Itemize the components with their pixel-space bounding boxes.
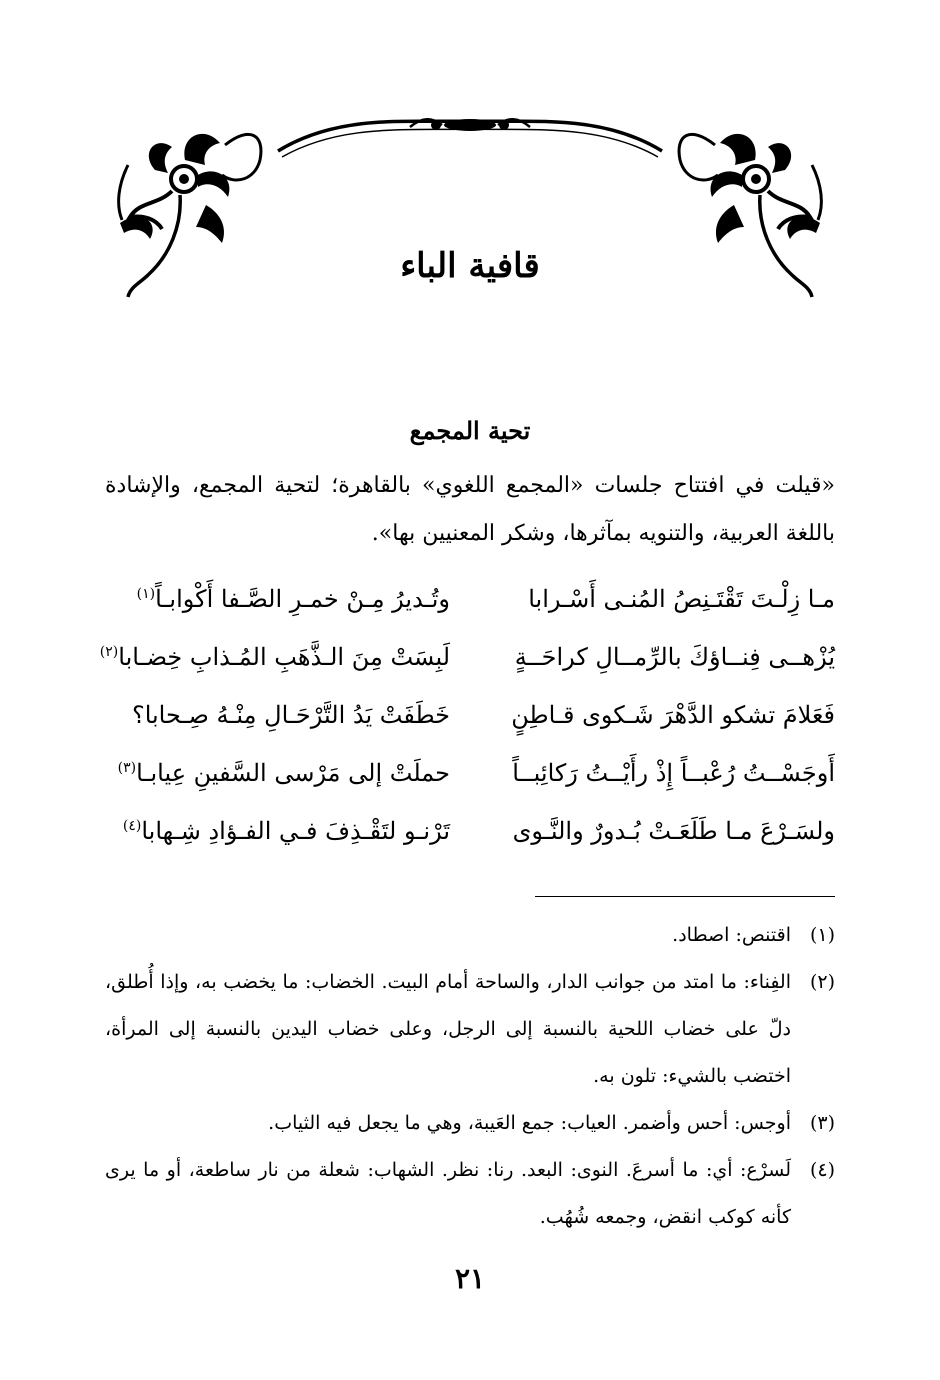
- footnote-text: أوجس: أحس وأضمر. العياب: جمع العَيبة، وهي ما يجعل فيه الثياب.: [268, 1112, 791, 1134]
- verse-line: [0, 802, 940, 860]
- poem-intro: «قيلت في افتتاح جلسات «المجمع اللغوي» بالقاهرة؛ لتحية المجمع، والإشادة باللغة العربية، والتنويه بمآثرها، وشكر المعنيين بها».: [105, 473, 835, 546]
- footnote-reference: (٤): [122, 818, 142, 834]
- chapter-title: قافية الباء: [400, 246, 540, 286]
- verse-line: [0, 686, 940, 744]
- footnote-reference: (٣): [117, 760, 137, 776]
- footnote-number: (٤): [809, 1159, 835, 1181]
- footnote-reference: (٢): [99, 644, 119, 660]
- footnote-divider: [535, 896, 835, 897]
- footnote: [105, 1100, 835, 1147]
- footnote-text: لَسرْع: أي: ما أسرعَ. النوى: البعد. رنا: نظر. الشهاب: شعلة من نار ساطعة، أو ما يرى كأنه كوكب انقض، وجمعه شُهُب.: [105, 1159, 791, 1228]
- verse-first-hemistich: يُزْهــى فِنــاؤكَ بالرِّمــالِ كراحَــةٍ: [514, 643, 835, 671]
- verse-line: [0, 744, 940, 802]
- footnote-reference: (١): [136, 586, 156, 602]
- poem-title: تحية المجمع: [409, 416, 531, 445]
- footnote: [105, 959, 835, 1100]
- verse-line: [0, 628, 940, 686]
- verse-second-hemistich: تَرْنـو لتَقْـذِفَ فـي الفـؤادِ شِـهابا$^{(٤)}$: [122, 817, 450, 845]
- footnote-text: اقتنص: اصطاد.: [672, 924, 791, 946]
- verse-first-hemistich: ولسَـرْعَ مـا طَلَعَـتْ بُـدورٌ والنَّـوى: [512, 817, 835, 845]
- verse-second-hemistich: خَطَفَتْ يَدُ التَّرْحَـالِ مِنْـهُ صِـحابا؟: [131, 701, 450, 729]
- verse-first-hemistich: أَوجَسْــتُ رُعْبــاً إِذْ رأَيْــتُ رَكائِبــاً: [512, 759, 835, 787]
- footnote: [105, 912, 835, 959]
- footnotes: [105, 912, 835, 1241]
- verse-first-hemistich: فَعَلامَ تشكو الدَّهْرَ شَـكوى قـاطِنٍ: [511, 701, 835, 729]
- page-number: ٢١: [454, 1262, 486, 1295]
- verse-second-hemistich: لَبِسَتْ مِنَ الـذَّهَبِ المُـذابِ خِضـابا$^{(٢)}$: [99, 643, 450, 671]
- footnote-number: (٣): [809, 1112, 835, 1134]
- verse-first-hemistich: مـا زِلْـتَ تَقْتَـنِصُ المُنـى أَسْـرابا: [528, 585, 835, 613]
- verse-second-hemistich: حملَتْ إلى مَرْسى السَّفينِ عِيابـا$^{(٣)}$: [117, 759, 450, 787]
- footnote: [105, 1147, 835, 1241]
- verse-line: [0, 570, 940, 628]
- footnote-text: الفِناء: ما امتد من جوانب الدار، والساحة أمام البيت. الخضاب: ما يخضب به، وإذا أُطلق، دلّ على خضاب اللحية بالنسبة إلى الرجل، وعلى خضاب اليدين بالنسبة إلى المرأة، اختضب بالشيء: تلون به.: [105, 971, 791, 1087]
- footnote-number: (١): [809, 924, 835, 946]
- verse-second-hemistich: وتُـديرُ مِـنْ خمـرِ الصَّـفا أَكْوابـاً$^{(١)}$: [136, 585, 450, 613]
- footnote-number: (٢): [809, 971, 835, 993]
